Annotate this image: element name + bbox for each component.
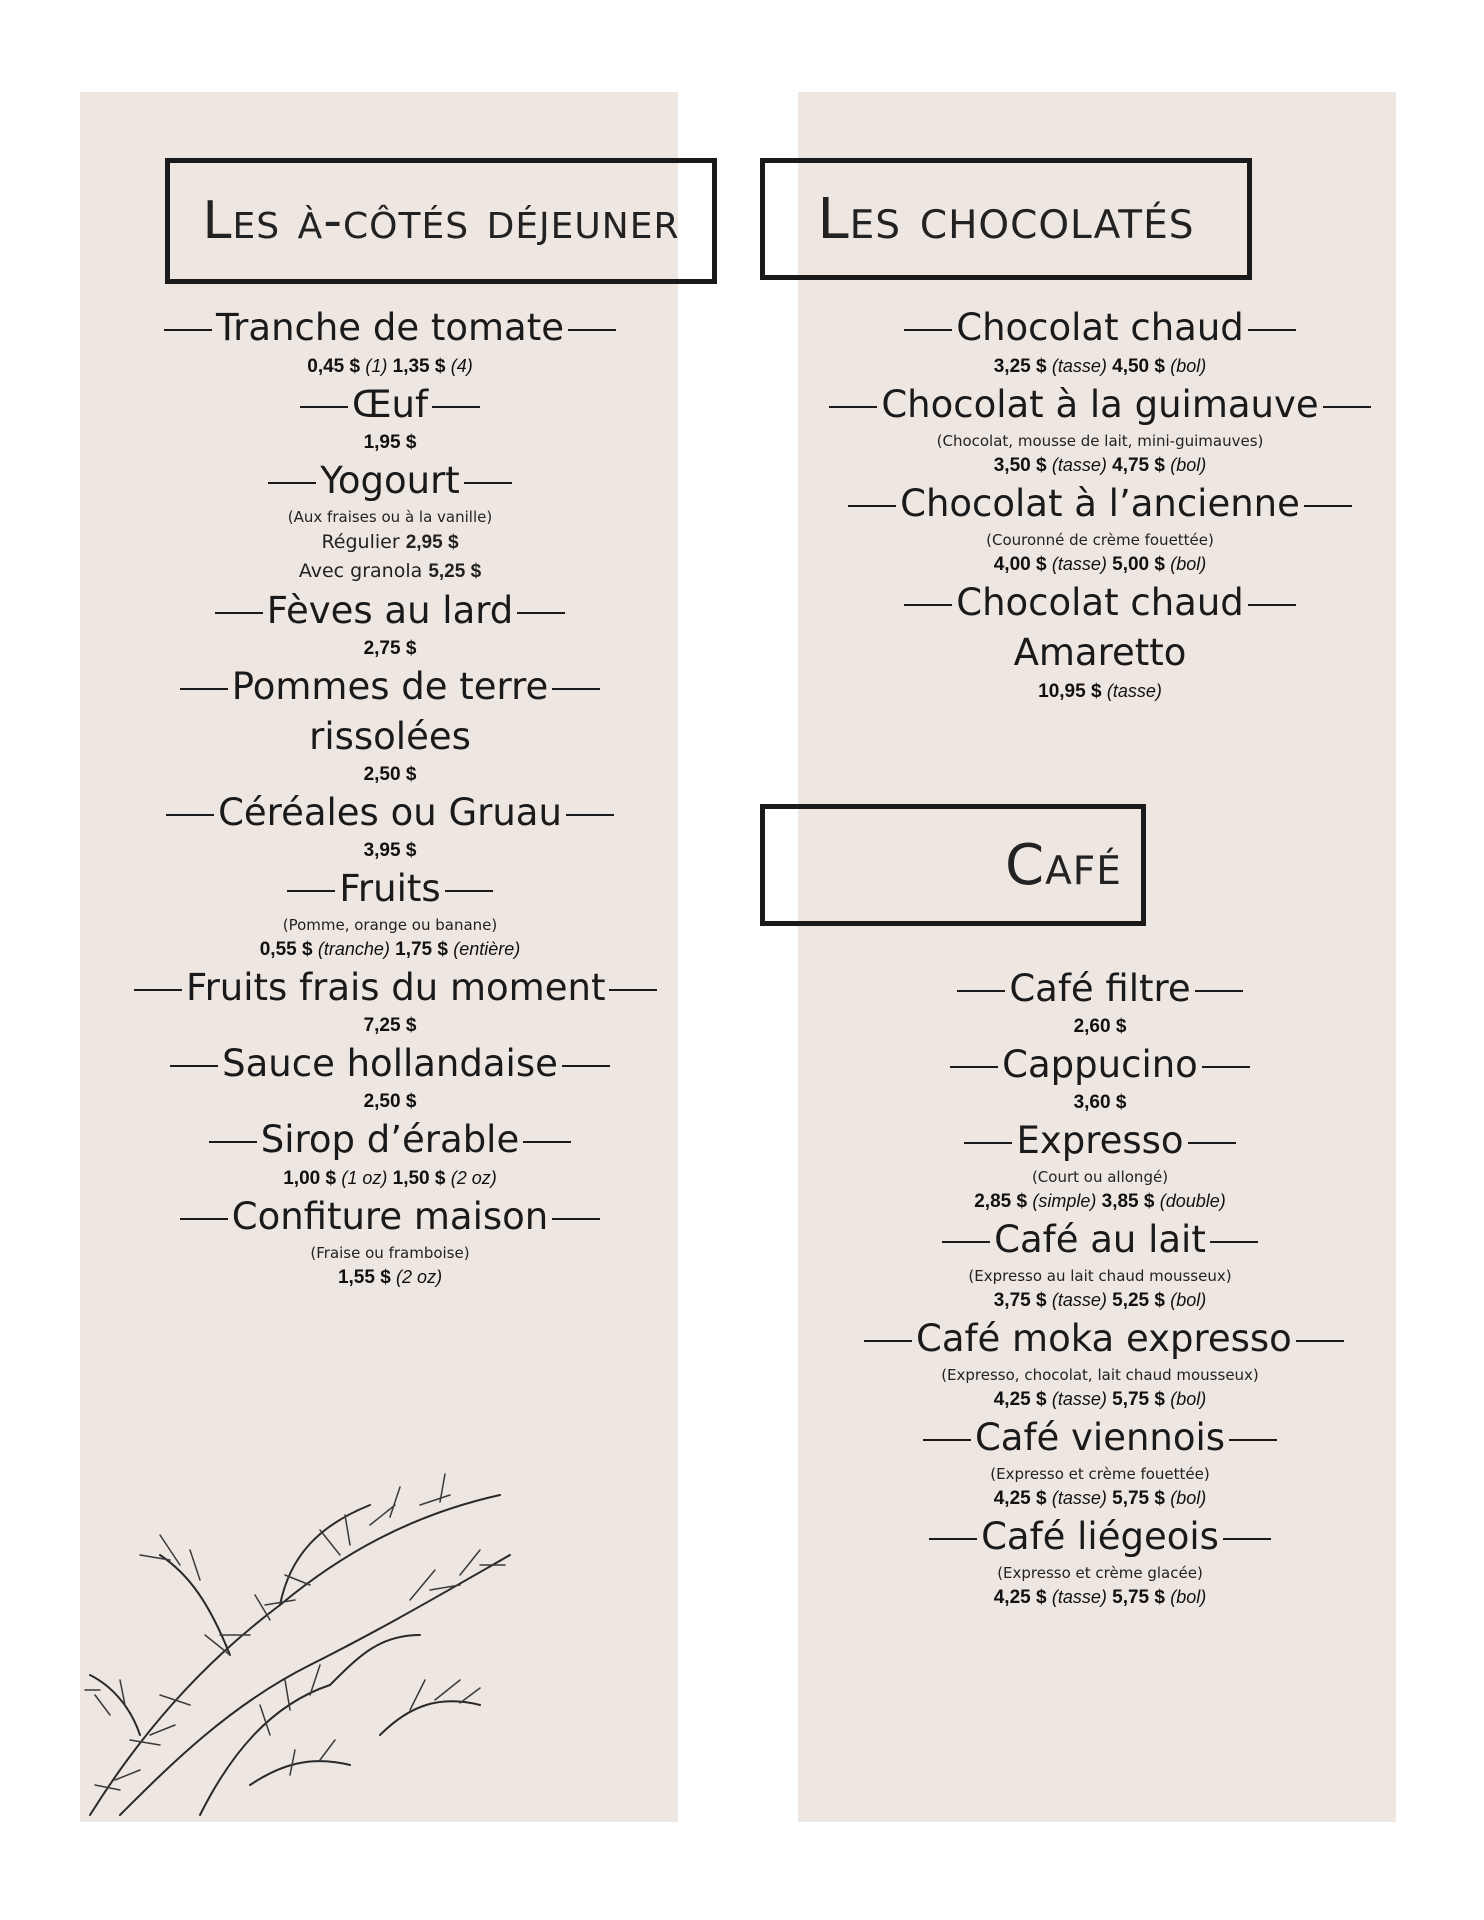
item-description: (Couronné de crème fouettée) (986, 531, 1214, 549)
menu-item (860, 1215, 1340, 1314)
heading-cafe-title: Café (1005, 832, 1122, 898)
menu-item (130, 586, 650, 662)
item-price: 4,00 $ (tasse) 5,00 $ (bol) (993, 554, 1207, 575)
item-price: 3,25 $ (tasse) 4,50 $ (bol) (993, 356, 1207, 377)
item-price: 10,95 $ (tasse) (1038, 681, 1162, 702)
item-description: (Expresso et crème fouettée) (990, 1465, 1210, 1483)
menu-item (130, 303, 650, 380)
item-name: Confiture maison (130, 1192, 650, 1242)
item-price: 1,55 $ (2 oz) (337, 1267, 443, 1288)
menu-item (810, 479, 1390, 578)
item-name: Café liégeois (860, 1512, 1340, 1562)
item-name: Fruits frais du moment (130, 963, 650, 1013)
item-name: Pommes de terre rissolées (130, 662, 650, 762)
menu-item (810, 578, 1390, 705)
menu-item (130, 456, 650, 586)
item-description: (Expresso et crème glacée) (997, 1564, 1203, 1582)
item-price: 1,00 $ (1 oz) 1,50 $ (2 oz) (283, 1168, 497, 1189)
item-price-line: Avec granola 5,25 $ (298, 560, 482, 582)
menu-item (810, 303, 1390, 380)
item-description: (Aux fraises ou à la vanille) (287, 508, 493, 526)
menu-item (130, 1192, 650, 1291)
menu-item (130, 963, 650, 1039)
item-name: Chocolat chaud Amaretto (810, 578, 1390, 678)
item-description: (Chocolat, mousse de lait, mini-guimauves) (936, 432, 1264, 450)
menu-item (860, 1512, 1340, 1611)
item-name: Chocolat à l’ancienne (810, 479, 1390, 529)
item-price: 4,25 $ (tasse) 5,75 $ (bol) (993, 1389, 1207, 1410)
item-name: Sirop d’érable (130, 1115, 650, 1165)
menu-item (130, 864, 650, 963)
item-price: 0,45 $ (1) 1,35 $ (4) (307, 356, 473, 377)
heading-box-cafe (760, 804, 1146, 926)
item-price: 4,25 $ (tasse) 5,75 $ (bol) (993, 1587, 1207, 1608)
menu-item (860, 964, 1340, 1040)
item-name: Café filtre (860, 964, 1340, 1014)
item-price: 2,60 $ (1073, 1016, 1127, 1037)
item-name: Chocolat chaud (810, 303, 1390, 353)
item-price: 3,75 $ (tasse) 5,25 $ (bol) (993, 1290, 1207, 1311)
menu-item (130, 1115, 650, 1192)
item-price: 3,95 $ (363, 840, 417, 861)
menu-item (130, 662, 650, 788)
heading-sides-title: Les à-côtés déjeuner (202, 191, 680, 251)
menu-item (860, 1040, 1340, 1116)
item-name: Sauce hollandaise (130, 1039, 650, 1089)
menu-item (810, 380, 1390, 479)
heading-box-chocolates (760, 158, 1252, 280)
heading-box-sides (165, 158, 717, 284)
item-price: 4,25 $ (tasse) 5,75 $ (bol) (993, 1488, 1207, 1509)
menu-item (860, 1116, 1340, 1215)
item-price: 0,55 $ (tranche) 1,75 $ (entière) (259, 939, 521, 960)
item-description: (Expresso au lait chaud mousseux) (968, 1267, 1232, 1285)
item-name: Fruits (130, 864, 650, 914)
item-description: (Expresso, chocolat, lait chaud mousseux) (941, 1366, 1259, 1384)
item-price: 1,95 $ (363, 432, 417, 453)
menu-item (130, 1039, 650, 1115)
item-price-line: Régulier 2,95 $ (321, 531, 459, 553)
item-price: 2,50 $ (363, 1091, 417, 1112)
cafe-menu-list (860, 964, 1340, 1611)
item-price: 2,85 $ (simple) 3,85 $ (double) (974, 1191, 1226, 1212)
item-description: (Court ou allongé) (1031, 1168, 1169, 1186)
item-name: Café viennois (860, 1413, 1340, 1463)
item-name: Café au lait (860, 1215, 1340, 1265)
item-price: 3,60 $ (1073, 1092, 1127, 1113)
chocolates-menu-list (810, 303, 1390, 705)
item-name: Céréales ou Gruau (130, 788, 650, 838)
item-name: Chocolat à la guimauve (810, 380, 1390, 430)
item-name: Tranche de tomate (130, 303, 650, 353)
item-price: 2,75 $ (363, 638, 417, 659)
item-name: Cappucino (860, 1040, 1340, 1090)
item-description: (Fraise ou framboise) (310, 1244, 470, 1262)
item-name: Café moka expresso (860, 1314, 1340, 1364)
menu-item (860, 1314, 1340, 1413)
heading-chocolates-title: Les chocolatés (817, 186, 1195, 252)
item-name: Expresso (860, 1116, 1340, 1166)
item-price: 2,50 $ (363, 764, 417, 785)
herb-sprig-illustration-icon (80, 1405, 540, 1822)
item-name: Œuf (130, 380, 650, 430)
item-description: (Pomme, orange ou banane) (282, 916, 498, 934)
item-name: Yogourt (130, 456, 650, 506)
menu-item (130, 788, 650, 864)
item-name: Fèves au lard (130, 586, 650, 636)
item-price: 3,50 $ (tasse) 4,75 $ (bol) (993, 455, 1207, 476)
item-price: 7,25 $ (363, 1015, 417, 1036)
sides-menu-list (130, 303, 650, 1291)
menu-item (860, 1413, 1340, 1512)
menu-item (130, 380, 650, 456)
